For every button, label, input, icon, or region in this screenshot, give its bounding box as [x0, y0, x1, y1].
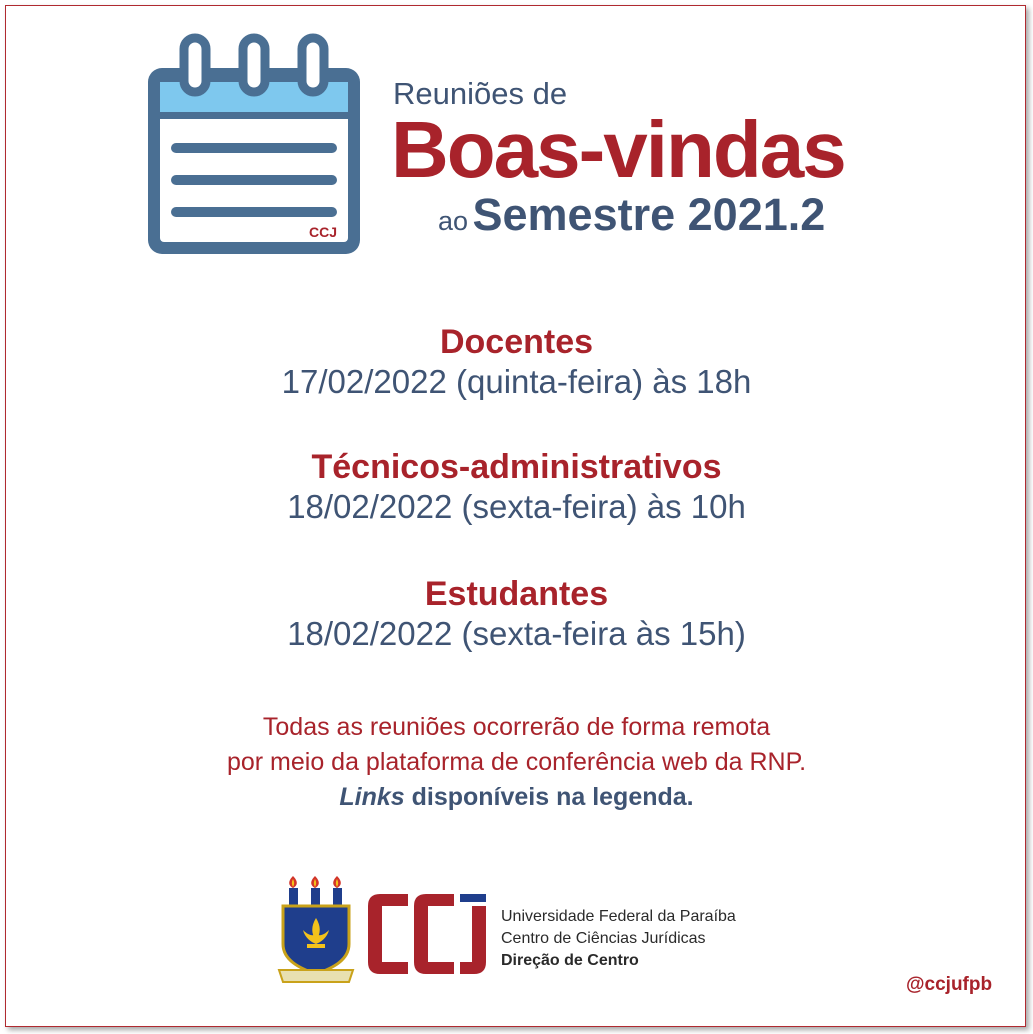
institution-block [501, 906, 736, 972]
section-title: Técnicos-administrativos [311, 448, 722, 486]
note-line3 [0, 780, 1033, 815]
ccj-logo [364, 888, 490, 980]
ufpb-crest-icon [275, 874, 357, 986]
remote-note [0, 710, 1033, 815]
section-date: 18/02/2022 (sexta-feira) às 10h [287, 488, 746, 525]
section-title: Docentes [439, 323, 594, 361]
section-date: 17/02/2022 (quinta-feira) às 18h [281, 363, 752, 400]
header-semester: Semestre 2021.2 [472, 189, 826, 240]
university-name: Universidade Federal da Paraíba [501, 908, 736, 925]
direction-name: Direção de Centro [501, 952, 639, 969]
header-ao: ao [438, 206, 469, 236]
calendar-mark: CCJ [308, 224, 338, 240]
note-line2: por meio da plataforma de conferência web da RNP. [226, 748, 807, 776]
note-links: Links [339, 783, 405, 811]
section-tecnicos [0, 447, 1033, 527]
header-line3 [438, 190, 825, 251]
section-estudantes [0, 574, 1033, 654]
section-title: Estudantes [424, 575, 609, 613]
calendar-icon [140, 30, 368, 262]
section-docentes [0, 322, 1033, 402]
section-date: 18/02/2022 (sexta-feira às 15h) [287, 615, 746, 652]
social-handle: @ccjufpb [906, 974, 993, 995]
header-line1: Reuniões de [393, 76, 568, 111]
header-line2: Boas-vindas [391, 105, 845, 194]
center-name: Centro de Ciências Jurídicas [501, 930, 706, 947]
note-line1: Todas as reuniões ocorrerão de forma remota [262, 713, 771, 741]
note-links-rest: disponíveis na legenda. [404, 783, 694, 811]
